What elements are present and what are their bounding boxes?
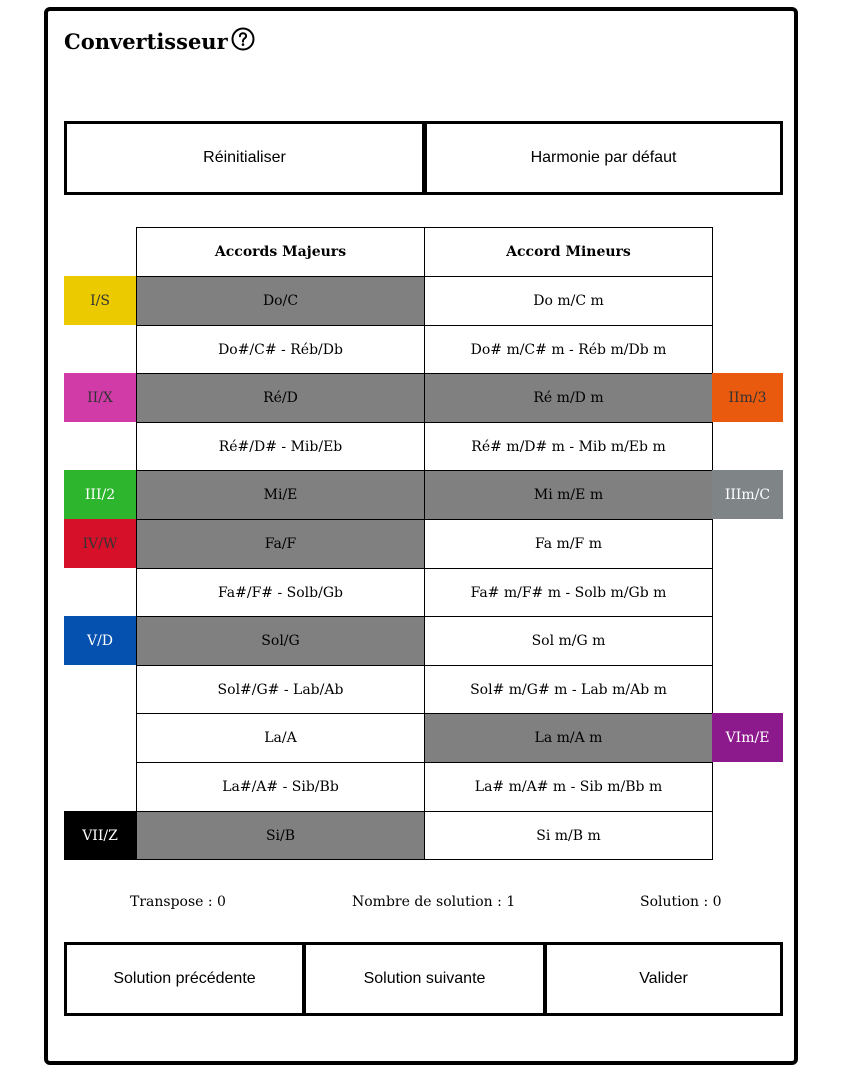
major-chord-cell[interactable]: Sol/G <box>136 616 425 666</box>
minor-chord-cell[interactable]: Do# m/C# m - Réb m/Db m <box>424 325 713 374</box>
minor-chord-cell[interactable]: Ré# m/D# m - Mib m/Eb m <box>424 422 713 471</box>
left-degree-label: VII/Z <box>64 811 136 860</box>
transpose-status: Transpose : 0 <box>130 894 226 910</box>
minor-chord-cell[interactable]: Mi m/E m <box>424 470 713 520</box>
validate-button[interactable]: Valider <box>544 942 783 1016</box>
major-chord-cell[interactable]: Ré/D <box>136 373 425 423</box>
left-degree-label: II/X <box>64 373 136 422</box>
minor-chord-cell[interactable]: Sol m/G m <box>424 616 713 666</box>
major-chord-cell[interactable]: Ré#/D# - Mib/Eb <box>136 422 425 471</box>
minor-chord-cell[interactable]: Fa m/F m <box>424 519 713 569</box>
major-chord-cell[interactable]: Do#/C# - Réb/Db <box>136 325 425 374</box>
minor-chord-cell[interactable]: Fa# m/F# m - Solb m/Gb m <box>424 568 713 617</box>
column-header-major: Accords Majeurs <box>136 227 425 277</box>
solutions-count-status: Nombre de solution : 1 <box>352 894 516 910</box>
right-degree-label: IIm/3 <box>712 373 783 422</box>
major-chord-cell[interactable]: Fa#/F# - Solb/Gb <box>136 568 425 617</box>
minor-chord-cell[interactable]: Do m/C m <box>424 276 713 326</box>
right-degree-label: VIm/E <box>712 713 783 762</box>
major-chord-cell[interactable]: Do/C <box>136 276 425 326</box>
minor-chord-cell[interactable]: La m/A m <box>424 713 713 763</box>
minor-chord-cell[interactable]: Ré m/D m <box>424 373 713 423</box>
left-degree-label: I/S <box>64 276 136 325</box>
next-solution-button[interactable]: Solution suivante <box>303 942 546 1016</box>
major-chord-cell[interactable]: Fa/F <box>136 519 425 569</box>
right-degree-label: IIIm/C <box>712 470 783 519</box>
previous-solution-button[interactable]: Solution précédente <box>64 942 305 1016</box>
column-header-minor: Accord Mineurs <box>424 227 713 277</box>
left-degree-label: V/D <box>64 616 136 665</box>
major-chord-cell[interactable]: Sol#/G# - Lab/Ab <box>136 665 425 714</box>
major-chord-cell[interactable]: Mi/E <box>136 470 425 520</box>
left-degree-label: III/2 <box>64 470 136 519</box>
minor-chord-cell[interactable]: Si m/B m <box>424 811 713 860</box>
page-title: Convertisseur <box>64 29 228 54</box>
help-circle-icon[interactable] <box>231 27 255 51</box>
major-chord-cell[interactable]: La/A <box>136 713 425 763</box>
major-chord-cell[interactable]: La#/A# - Sib/Bb <box>136 762 425 812</box>
reset-button[interactable]: Réinitialiser <box>64 121 425 195</box>
left-degree-label: IV/W <box>64 519 136 568</box>
minor-chord-cell[interactable]: La# m/A# m - Sib m/Bb m <box>424 762 713 812</box>
major-chord-cell[interactable]: Si/B <box>136 811 425 860</box>
minor-chord-cell[interactable]: Sol# m/G# m - Lab m/Ab m <box>424 665 713 714</box>
default-harmony-button[interactable]: Harmonie par défaut <box>424 121 783 195</box>
current-solution-status: Solution : 0 <box>640 894 722 910</box>
